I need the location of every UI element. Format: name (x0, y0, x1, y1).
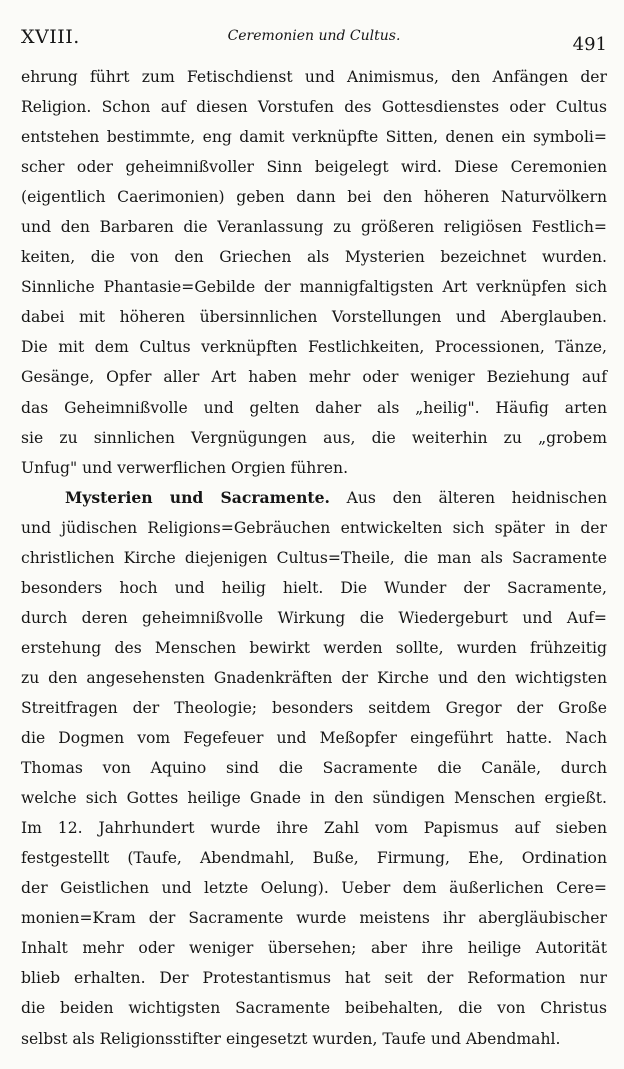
text-line: die Dogmen vom Fegefeuer und Meßopfer eingeführt hatte. Nach (21, 729, 607, 748)
text-line: festgestellt (Taufe, Abendmahl, Buße, Firmung, Ehe, Ordination (21, 849, 607, 868)
running-title: Ceremonien und Cultus. (227, 28, 401, 44)
text-line: blieb erhalten. Der Protestantismus hat seit der Reformation nur (21, 969, 607, 988)
text-line: Sinnliche Phantasie=Gebilde der mannigfaltigsten Art verknüpfen sich (21, 278, 607, 297)
text-line: dabei mit höheren übersinnlichen Vorstellungen und Aberglauben. (21, 308, 607, 327)
text-line: erstehung des Menschen bewirkt werden sollte, wurden frühzeitig (21, 638, 607, 657)
text-line: entstehen bestimmte, eng damit verknüpfte Sitten, denen ein symboli= (21, 128, 607, 147)
text-line: der Geistlichen und letzte Oelung). Ueber dem äußerlichen Cere= (21, 879, 607, 898)
text-line: Streitfragen der Theologie; besonders seitdem Gregor der Große (21, 698, 607, 717)
text-line: besonders hoch und heilig hielt. Die Wunder der Sacramente, (21, 578, 607, 597)
text-line: welche sich Gottes heilige Gnade in den sündigen Menschen ergießt. (21, 789, 607, 808)
text-line: Inhalt mehr oder weniger übersehen; aber ihre heilige Autorität (21, 939, 607, 958)
text-line: zu den angesehensten Gnadenkräften der Kirche und den wichtigsten (21, 668, 607, 687)
text-line: und jüdischen Religions=Gebräuchen entwickelten sich später in der (21, 518, 607, 537)
text-line: Thomas von Aquino sind die Sacramente die Canäle, durch (21, 759, 607, 778)
text-line: und den Barbaren die Veranlassung zu größeren religiösen Festlich= (21, 218, 607, 237)
text-line: Die mit dem Cultus verknüpften Festlichkeiten, Processionen, Tänze, (21, 338, 607, 357)
text-line: Religion. Schon auf diesen Vorstufen des Gottesdienstes oder Cultus (21, 98, 607, 117)
paragraph-fetishism (21, 62, 607, 483)
text-line: Unfug" und verwerflichen Orgien führen. (21, 458, 349, 477)
text-line: durch deren geheimnißvolle Wirkung die Wiedergeburt und Auf= (21, 608, 607, 627)
text-line: selbst als Religionsstifter eingesetzt wurden, Taufe und Abendmahl. (21, 1029, 561, 1048)
text-line: christlichen Kirche diejenigen Cultus=Theile, die man als Sacramente (21, 548, 607, 567)
text-line: keiten, die von den Griechen als Mysterien bezeichnet wurden. (21, 248, 607, 267)
paragraph-sacraments (21, 483, 607, 1054)
text-line: das Geheimnißvolle und gelten daher als „heilig". Häufig arten (21, 398, 607, 417)
chapter-number: XVIII. (21, 26, 80, 48)
text-line: sie zu sinnlichen Vergnügungen aus, die weiterhin zu „grobem (21, 428, 607, 447)
page-number: 491 (572, 34, 607, 55)
text-line: monien=Kram der Sacramente wurde meistens ihr abergläubischer (21, 909, 607, 928)
text-run: Aus den älteren heidnischen (329, 488, 607, 507)
section-first-line (21, 483, 607, 513)
text-line: Im 12. Jahrhundert wurde ihre Zahl vom Papismus auf sieben (21, 819, 607, 838)
text-line: scher oder geheimnißvoller Sinn beigelegt wird. Diese Ceremonien (21, 158, 607, 177)
text-line: die beiden wichtigsten Sacramente beibehalten, die von Christus (21, 999, 607, 1018)
text-line: Gesänge, Opfer aller Art haben mehr oder weniger Beziehung auf (21, 368, 607, 387)
text-line: ehrung führt zum Fetischdienst und Animismus, den Anfängen der (21, 68, 607, 86)
section-heading: Mysterien und Sacramente. (65, 487, 330, 507)
text-line: (eigentlich Caerimonien) geben dann bei den höheren Naturvölkern (21, 188, 607, 207)
running-head (21, 22, 607, 62)
